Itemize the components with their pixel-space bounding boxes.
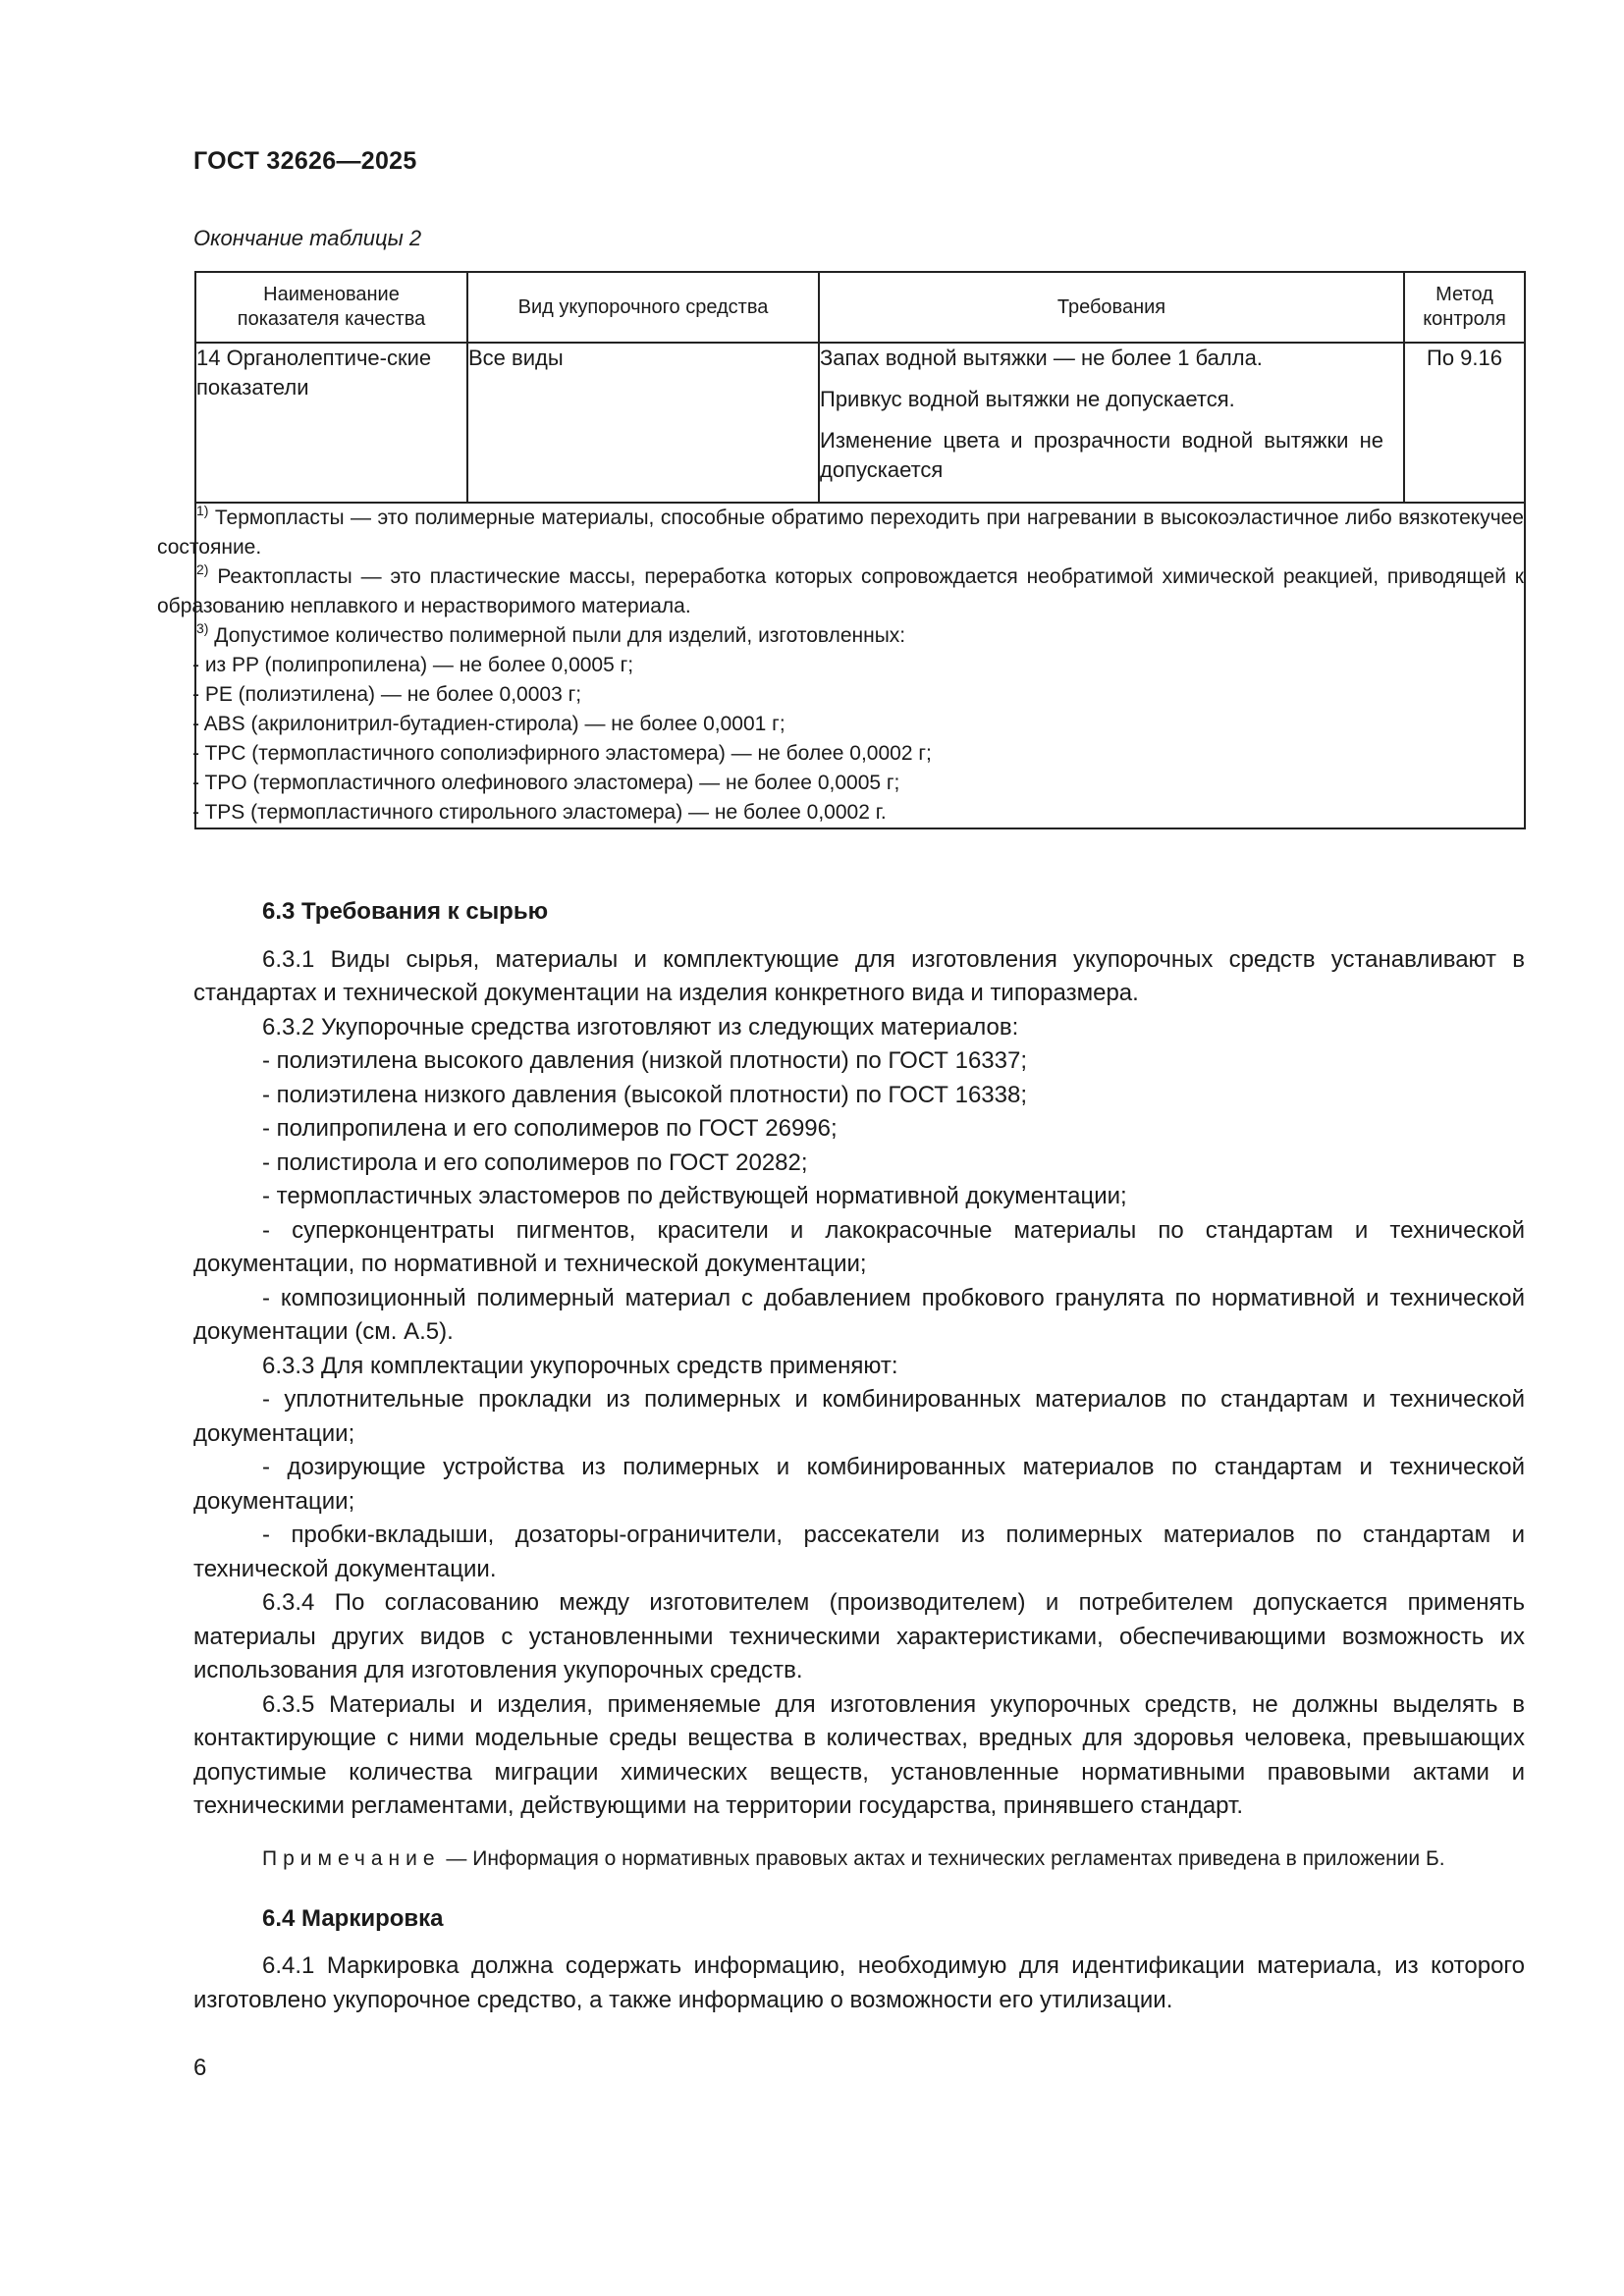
document-code: ГОСТ 32626—2025 — [193, 147, 417, 175]
list-item: - полистирола и его сополимеров по ГОСТ 20282; — [262, 1148, 808, 1176]
indicator-text: 14 Органолептиче-ские показатели — [196, 346, 432, 400]
table-footnotes-row — [195, 503, 1525, 828]
paragraph-6-3-4: 6.3.4 По согласованию между изготовителем (производителем) и потребителем допускается применять материалы других видов с установленными техническими характеристиками, обеспечивающими возможность их использования для изготовления укупорочных средств. — [193, 1589, 1525, 1683]
list-item: - полиэтилена низкого давления (высокой плотности) по ГОСТ 16338; — [262, 1081, 1028, 1108]
paragraph-6-4-1: 6.4.1 Маркировка должна содержать информацию, необходимую для идентификации материала, из которого изготовлено укупорочное средство, а также информацию о возможности его утилизации. — [193, 1952, 1525, 2013]
list-item: - полиэтилена высокого давления (низкой плотности) по ГОСТ 16337; — [262, 1047, 1028, 1074]
section-title-6-3: 6.3 Требования к сырью — [262, 898, 549, 925]
footnotes-cell — [157, 503, 1525, 828]
requirement-line: Привкус водной вытяжки не допускается. — [820, 387, 1235, 411]
page-number: 6 — [193, 2055, 207, 2081]
footnote-list-item: - TPO (термопластичного олефинового эластомера) — не более 0,0005 г; — [192, 772, 900, 794]
footnote-list-item: - TPC (термопластичного сополиэфирного эластомера) — не более 0,0002 г; — [192, 742, 932, 765]
list-item: - суперконцентраты пигментов, красители и лакокрасочные материалы по стандартам и технической документации, по нормативной и технической документации; — [193, 1216, 1525, 1277]
footnote-1 — [157, 504, 1524, 562]
paragraph-6-3-1: 6.3.1 Виды сырья, материалы и комплектующие для изготовления укупорочных средств устанавливают в стандартах и технической документации на изделия конкретного вида и типоразмера. — [193, 945, 1525, 1006]
column-header-indicator: Наименование показателя качества — [195, 272, 467, 343]
note-text: — Информация о нормативных правовых актах и технических регламентах приведена в приложении Б. — [446, 1846, 1445, 1870]
list-item: - пробки-вкладыши, дозаторы-ограничители, рассекатели из полимерных материалов по стандартам и технической документации. — [193, 1522, 1525, 1582]
footnote-mark: 1) — [196, 503, 209, 518]
list-item: - композиционный полимерный материал с добавлением пробкового гранулята по нормативной и технической документации (см. А.5). — [193, 1284, 1525, 1345]
footnote-text: Допустимое количество полимерной пыли для изделий, изготовленных: — [214, 624, 906, 647]
main-content — [193, 895, 1525, 2017]
requirement-line: Запах водной вытяжки — не более 1 балла. — [820, 346, 1263, 370]
footnote-text: Реактопласты — это пластические массы, переработка которых сопровождается необратимой химической реакцией, приводящей к образованию неплавкого и нерастворимого материала. — [157, 565, 1524, 617]
footnote-list-item: - TPS (термопластичного стирольного эластомера) — не более 0,0002 г. — [192, 801, 887, 824]
note — [193, 1843, 1525, 1875]
cell-closure-type — [467, 343, 819, 503]
column-header-closure-type: Вид укупорочного средства — [467, 272, 819, 343]
paragraph-6-3-5: 6.3.5 Материалы и изделия, применяемые для изготовления укупорочных средств, не должны выделять в контактирующие с ними модельные среды вещества в количествах, вредных для здоровья человека, превышающих допустимые количества миграции химических веществ, установленные нормативными правовыми актами и техническими регламентами, действующими на территории государства, принявшего стандарт. — [193, 1690, 1525, 1819]
footnote-3 — [157, 621, 1524, 651]
cell-requirements — [819, 343, 1404, 503]
table-caption: Окончание таблицы 2 — [193, 226, 422, 250]
closure-type-text: Все виды — [468, 346, 564, 370]
method-text: По 9.16 — [1427, 346, 1502, 370]
footnote-list-item: - ABS (акрилонитрил-бутадиен-стирола) — не более 0,0001 г; — [192, 713, 785, 735]
column-header-method: Метод контроля — [1404, 272, 1525, 343]
note-label: Примечание — [262, 1846, 441, 1870]
paragraph-6-3-2: 6.3.2 Укупорочные средства изготовляют из следующих материалов: — [262, 1013, 1019, 1041]
list-item: - термопластичных эластомеров по действующей нормативной документации; — [262, 1183, 1127, 1209]
footnote-2 — [157, 562, 1524, 621]
footnote-mark: 3) — [196, 620, 209, 636]
table-row — [195, 343, 1525, 503]
list-item: - дозирующие устройства из полимерных и комбинированных материалов по стандартам и технической документации; — [193, 1454, 1525, 1515]
table-header-row — [195, 272, 1525, 343]
list-item: - полипропилена и его сополимеров по ГОСТ 26996; — [262, 1115, 838, 1142]
footnote-list-item: - из PP (полипропилена) — не более 0,0005 г; — [192, 654, 634, 676]
section-title-6-4: 6.4 Маркировка — [262, 1904, 444, 1932]
footnote-text: Термопласты — это полимерные материалы, способные обратимо переходить при нагревании в высокоэластичное либо вязкотекучее состояние. — [157, 507, 1524, 559]
footnote-mark: 2) — [196, 561, 209, 577]
cell-method — [1404, 343, 1525, 503]
column-header-requirements: Требования — [819, 272, 1404, 343]
paragraph-6-3-3: 6.3.3 Для комплектации укупорочных средств применяют: — [262, 1352, 898, 1379]
footnote-list-item: - PE (полиэтилена) — не более 0,0003 г; — [192, 683, 582, 706]
cell-indicator — [195, 343, 467, 503]
requirements-table — [157, 271, 1526, 829]
list-item: - уплотнительные прокладки из полимерных и комбинированных материалов по стандартам и технической документации; — [193, 1386, 1525, 1447]
requirement-line: Изменение цвета и прозрачности водной вытяжки не допускается — [820, 428, 1383, 482]
